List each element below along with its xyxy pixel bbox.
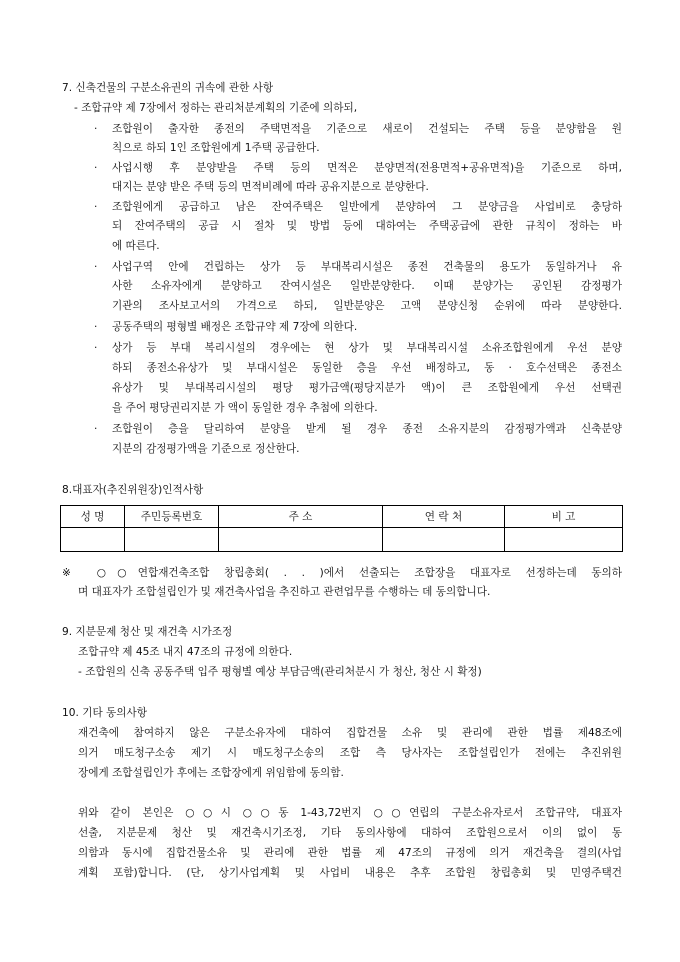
cell-address[interactable] (219, 528, 383, 552)
bullet-marker: · (94, 261, 98, 273)
cell-contact[interactable] (383, 528, 505, 552)
header-remarks: 비 고 (505, 506, 623, 528)
bullet-marker: · (94, 321, 98, 333)
section-7-subtitle: - 조합규약 제 7장에서 정하는 관리처분계획의 기준에 의하되, (74, 102, 358, 114)
bullet-marker: · (94, 342, 98, 354)
section-9-title: 9. 지분문제 청산 및 재건축 시가조정 (62, 626, 233, 638)
bullet-3-line-3: 에 따른다. (112, 240, 160, 252)
section-10-p1-line-2: 의거 매도청구소송 제기 시 매도청구소송의 조합 측 당사자는 조합설립인가 전에는 추진위원 (78, 747, 622, 759)
bullet-6-line-1: 상가 등 부대 복리시설의 경우에는 현 상가 및 부대복리시설 소유조합원에게 우선 분양 (112, 342, 622, 354)
section-10-p1-line-1: 재건축에 참여하지 않은 구분소유자에 대하여 집합건물 소유 및 관리에 관한 법률 제48조에 (78, 727, 622, 739)
table-row (61, 528, 623, 552)
bullet-6-line-3: 유상가 및 부대복리시설의 평당 평가금액(평당지분가 액)이 큰 조합원에게 우선 선택권 (112, 382, 622, 394)
table-header-row (61, 506, 623, 528)
section-9-line-1: 조합규약 제 45조 내지 47조의 규정에 의한다. (78, 646, 293, 658)
section-10-title: 10. 기타 동의사항 (62, 707, 147, 719)
bullet-4-line-1: 사업구역 안에 건립하는 상가 등 부대복리시설은 종전 건축물의 용도가 동일하거나 유 (112, 261, 622, 273)
header-resident-number: 주민등록번호 (125, 506, 219, 528)
cell-remarks[interactable] (505, 528, 623, 552)
bullet-marker: · (94, 423, 98, 435)
header-name: 성 명 (61, 506, 125, 528)
section-8-title: 8.대표자(추진위원장)인적사항 (62, 484, 204, 496)
bullet-1-line-2: 칙으로 하되 1인 조합원에게 1주택 공급한다. (112, 142, 320, 154)
section-10-p2-line-3: 의함과 동시에 집합건물소유 및 관리에 관한 법률 제 47조의 규정에 의거 재건축을 결의(사업 (78, 847, 622, 859)
cell-name[interactable] (61, 528, 125, 552)
header-address: 주 소 (219, 506, 383, 528)
bullet-6-line-2: 하되 종전소유상가 및 부대시설은 동일한 층을 우선 배정하고, 동 · 호수선택은 종전소 (112, 362, 622, 374)
bullet-5-line-1: 공동주택의 평형별 배정은 조합규약 제 7장에 의한다. (112, 321, 358, 333)
bullet-3-line-2: 되 잔여주택의 공급 시 절차 및 방법 등에 대하여는 주택공급에 관한 규칙이 정하는 바 (112, 220, 622, 232)
bullet-1-line-1: 조합원이 출자한 종전의 주택면적을 기준으로 새로이 건설되는 주택 등을 분양함을 원 (112, 123, 622, 135)
section-10-p2-line-1: 위와 같이 본인은 ○○시 ○○동 1-43,72번지 ○○연립의 구분소유자로서 조합규약, 대표자 (78, 807, 622, 819)
header-contact: 연 락 처 (383, 506, 505, 528)
bullet-2-line-1: 사업시행 후 분양받을 주택 등의 면적은 분양면적(전용면적+공유면적)을 기준으로 하며, (112, 162, 622, 174)
bullet-marker: · (94, 123, 98, 135)
bullet-6-line-4: 을 주어 평당권리지분 가 액이 동일한 경우 추첨에 의한다. (112, 402, 378, 414)
bullet-2-line-2: 대지는 분양 받은 주택 등의 면적비례에 따라 공유지분으로 분양한다. (112, 181, 429, 193)
section-7-title: 7. 신축건물의 구분소유권의 귀속에 관한 사항 (62, 82, 274, 94)
bullet-marker: · (94, 201, 98, 213)
cell-resident-number[interactable] (125, 528, 219, 552)
section-8-note-line-1: ※ ○○연합재건축조합 창립총회( . . )에서 선출되는 조합장을 대표자로 선정하는데 동의하 (62, 567, 622, 579)
bullet-3-line-1: 조합원에게 공급하고 남은 잔여주택은 일반에게 분양하여 그 분양금을 사업비로 충당하 (112, 201, 622, 213)
bullet-7-line-1: 조합원이 층을 달리하여 분양을 받게 될 경우 종전 소유지분의 감정평가액과 신축분양 (112, 423, 622, 435)
section-10-p1-line-3: 장에게 조합설립인가 후에는 조합장에게 위임함에 동의함. (78, 767, 344, 779)
section-9-line-2: - 조합원의 신축 공동주택 입주 평형별 예상 부담금액(관리처분시 가 청산, 청산 시 확정) (78, 666, 482, 678)
section-10-p2-line-4: 계획 포함)합니다. (단, 상기사업계획 및 사업비 내용은 추후 조합원 창립총회 및 민영주택건 (78, 867, 622, 879)
bullet-4-line-2: 사한 소유자에게 분양하고 잔여시설은 일반분양한다. 이때 분양가는 공인된 감정평가 (112, 280, 622, 292)
section-10-p2-line-2: 선출, 지분문제 청산 및 재건축시기조정, 기타 동의사항에 대하여 조합원으로서 이의 없이 동 (78, 827, 622, 839)
section-8-note-line-2: 며 대표자가 조합설립인가 및 재건축사업을 추진하고 관련업무를 수행하는 데 동의합니다. (78, 586, 491, 598)
representative-table (60, 505, 623, 552)
bullet-4-line-3: 기관의 조사보고서의 가격으로 하되, 일반분양은 고액 분양신청 순위에 따라 분양한다. (112, 300, 622, 312)
bullet-marker: · (94, 162, 98, 174)
bullet-7-line-2: 지분의 감정평가액을 기준으로 정산한다. (112, 443, 300, 455)
